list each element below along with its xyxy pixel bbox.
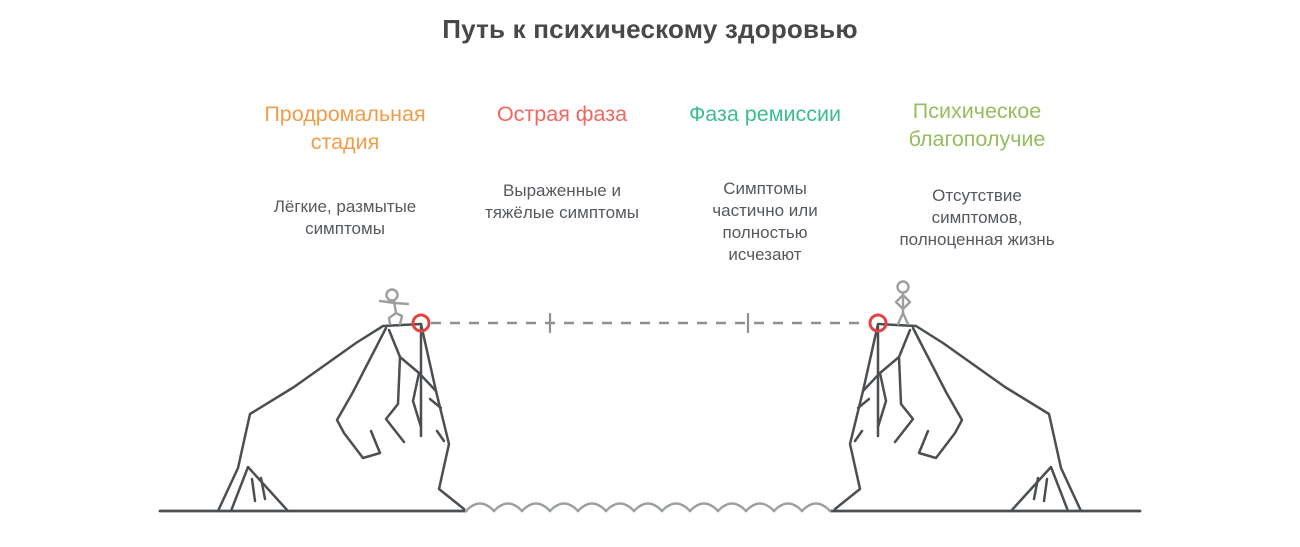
- stage-description: Лёгкие, размытые симптомы: [273, 197, 417, 239]
- stage-label: Фаза ремиссии: [688, 102, 842, 126]
- stage-description: Отсутствие симптомов, полноценная жизнь: [899, 186, 1055, 250]
- walking-person-icon: [380, 290, 408, 325]
- water-waves-line: [466, 504, 830, 512]
- stage-label: Острая фаза: [496, 102, 628, 126]
- stage-label: Психическое благополучие: [908, 99, 1046, 151]
- left-cliff: [218, 324, 464, 511]
- standing-person-icon: [896, 282, 910, 325]
- page-title: Путь к психическому здоровью: [442, 14, 858, 44]
- stage-description: Симптомы частично или полностью исчезают: [712, 179, 818, 265]
- stage-description: Выраженные и тяжёлые симптомы: [485, 181, 639, 223]
- right-cliff: [835, 324, 1081, 511]
- stage-label: Продромальная стадия: [264, 102, 426, 154]
